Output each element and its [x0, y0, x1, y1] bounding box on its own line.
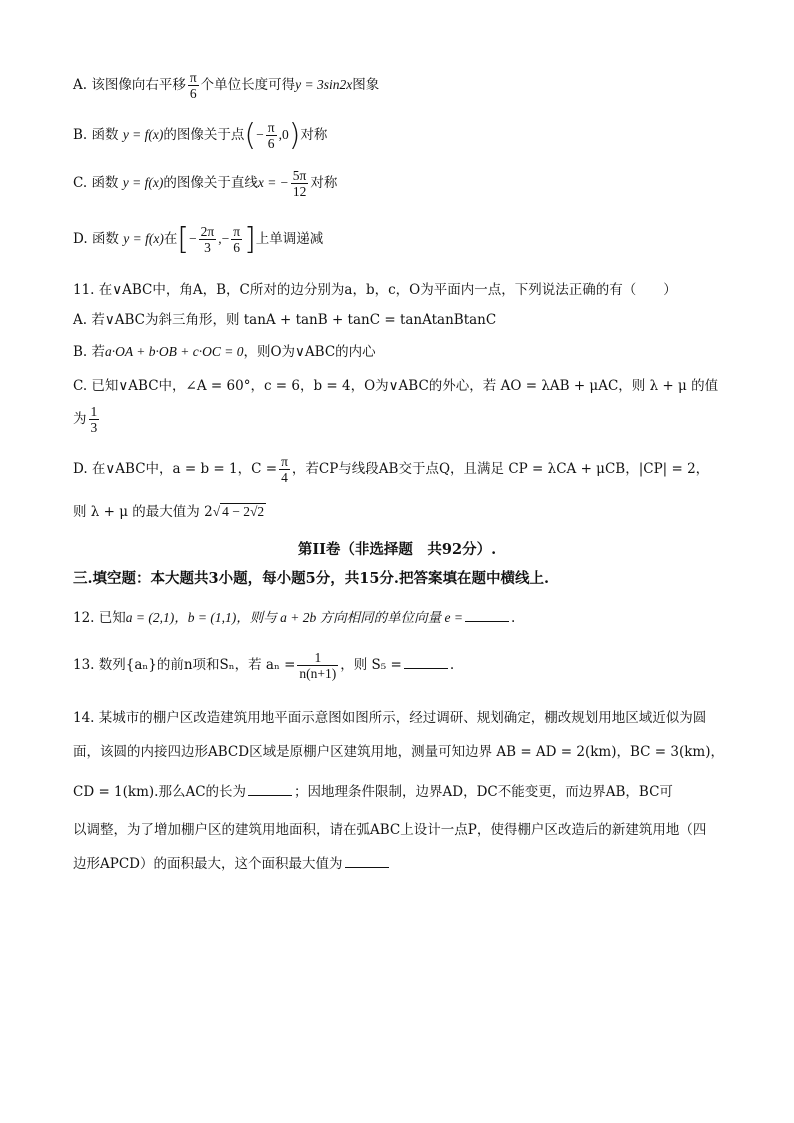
math-expr: y = f(x) [122, 127, 164, 142]
answer-blank[interactable] [404, 668, 448, 669]
option-text: ，若CP与线段AB交于点Q，且满足 CP = λCA + μCB，|CP| = 2， [291, 461, 710, 477]
frac-den: 3 [204, 240, 211, 255]
option-label: B. [73, 127, 92, 143]
option-text: 在 [163, 231, 178, 247]
option-text: 函数 [91, 127, 119, 143]
frac-den: n(n+1) [299, 666, 337, 681]
answer-blank[interactable] [248, 795, 292, 796]
q14-line-2: 面，该圆的内接四边形ABCD区域是原棚户区建筑用地，测量可知边界 AB = AD = 2(km)，BC = 3(km)， [73, 744, 724, 760]
option-text: 图象 [352, 77, 380, 93]
minus-sign: − [189, 231, 197, 246]
bracket-open: [ [177, 222, 190, 257]
option-text: 个单位长度可得 [200, 77, 296, 93]
math-expr: y = f(x) [122, 175, 164, 190]
option-text: 函数 [91, 175, 119, 191]
frac-den: 6 [233, 240, 241, 255]
q11-option-a: A. 若∨ABC为斜三角形，则 tanA + tanB + tanC = tanAtanBtanC [73, 312, 497, 328]
fraction [188, 70, 199, 101]
sqrt-sign: √ [212, 504, 221, 519]
option-text: 的图像关于点 [163, 127, 245, 143]
comma-minus: ,− [218, 231, 230, 246]
fraction [89, 404, 100, 435]
option-text: 对称 [300, 127, 328, 143]
q11-option-c-line2 [73, 404, 734, 435]
q13 [73, 650, 734, 681]
option-text: B. 若 [73, 344, 106, 360]
paren-open: ( [244, 118, 257, 153]
frac-num: π [233, 224, 241, 239]
question-text: 12. 已知 [73, 610, 126, 626]
fraction [297, 650, 338, 681]
frac-num: 5π [292, 168, 307, 183]
math-expr: y = f(x) [123, 231, 164, 246]
q10-option-b [73, 118, 734, 153]
question-text: 13. 数列{aₙ}的前n项和Sₙ，若 aₙ = [73, 657, 296, 673]
q10-option-c [73, 168, 734, 199]
q14-line-3 [73, 780, 734, 800]
q14-line-4: 以调整，为了增加棚户区的建筑用地面积，请在弧ABC上设计一点P，使得棚户区改造后的新建筑用地（四 [73, 822, 707, 838]
q10-option-a [73, 70, 734, 101]
frac-num: π [281, 454, 288, 469]
math-expr: a·OA + b·OB + c·OC = 0 [105, 344, 244, 359]
paren-close: ) [288, 118, 301, 153]
option-text: 对称 [310, 175, 338, 191]
frac-den: 4 [281, 470, 288, 485]
answer-blank[interactable] [465, 621, 509, 622]
frac-den: 6 [267, 136, 275, 151]
fraction [199, 224, 217, 255]
q11-option-d-line2 [73, 500, 734, 520]
math-expr: y = 3sin2x [295, 77, 353, 92]
option-text: 则 λ + μ 的最大值为 2 [73, 504, 213, 520]
frac-num: 1 [297, 650, 338, 666]
frac-num: 1 [90, 404, 98, 419]
q11-option-c-line1: C. 已知∨ABC中，∠A = 60°，c = 6，b = 4，O为∨ABC的外心，若 AO = λAB + μAC，则 λ + μ 的值 [73, 378, 719, 394]
option-text: 上单调递减 [255, 231, 324, 247]
option-text: 函数 [91, 231, 119, 247]
option-label: D. [73, 231, 92, 247]
q11-option-b [73, 340, 734, 360]
frac-num: π [267, 120, 275, 135]
frac-den: 12 [292, 184, 307, 199]
option-text: 为 [73, 411, 87, 427]
frac-den: 3 [90, 420, 98, 435]
option-text: ，则O为∨ABC的内心 [243, 344, 376, 360]
bracket-close: ] [244, 222, 256, 257]
answer-blank[interactable] [345, 867, 389, 868]
question-text: . [449, 657, 455, 673]
fraction [266, 120, 277, 151]
q14-line-1: 14. 某城市的棚户区改造建筑用地平面示意图如图所示，经过调研、规划确定，棚改规划用地区域近似为圆 [73, 710, 707, 726]
question-text: ，则 S₅ = [340, 657, 402, 673]
q11-stem: 11. 在∨ABC中，角A，B，C所对的边分别为a，b，c，O为平面内一点，下列说法正确的有（ ） [73, 282, 677, 298]
sqrt-content: 4 − 2√2 [222, 504, 265, 519]
fraction [291, 168, 309, 199]
frac-num: 2π [200, 224, 215, 239]
question-text: ；因地理条件限制，边界AD，DC不能变更，而边界AB，BC可 [294, 784, 673, 800]
frac-den: 6 [189, 86, 197, 101]
math-expr: x = − [257, 175, 289, 190]
math-expr: a = (2,1)，b = (1,1)，则与 a + 2b 方向相同的单位向量 e = [125, 610, 463, 625]
option-text: D. 在∨ABC中，a = b = 1，C = [73, 461, 278, 477]
question-text: . [510, 610, 516, 626]
q12 [73, 606, 734, 626]
q11-option-d-line1 [73, 454, 734, 485]
q10-option-d [73, 222, 734, 257]
q14-line-5 [73, 852, 734, 872]
option-text: 的图像关于直线 [163, 175, 258, 191]
question-text: 边形APCD）的面积最大，这个面积最大值为 [73, 856, 343, 872]
question-text: CD = 1(km).那么AC的长为 [73, 784, 247, 800]
fraction [231, 224, 242, 255]
comma-zero: ,0 [278, 127, 289, 142]
option-text: 该图像向右平移 [91, 77, 186, 93]
minus-sign: − [256, 127, 264, 142]
fraction [279, 454, 290, 485]
part-2-title: 第II卷（非选择题 共92分）. [297, 541, 497, 558]
option-label: A. [73, 77, 92, 93]
section-3-heading: 三.填空题：本大题共3小题，每小题5分，共15分.把答案填在题中横线上. [73, 570, 549, 587]
frac-num: π [189, 70, 197, 85]
option-label: C. [73, 175, 92, 191]
